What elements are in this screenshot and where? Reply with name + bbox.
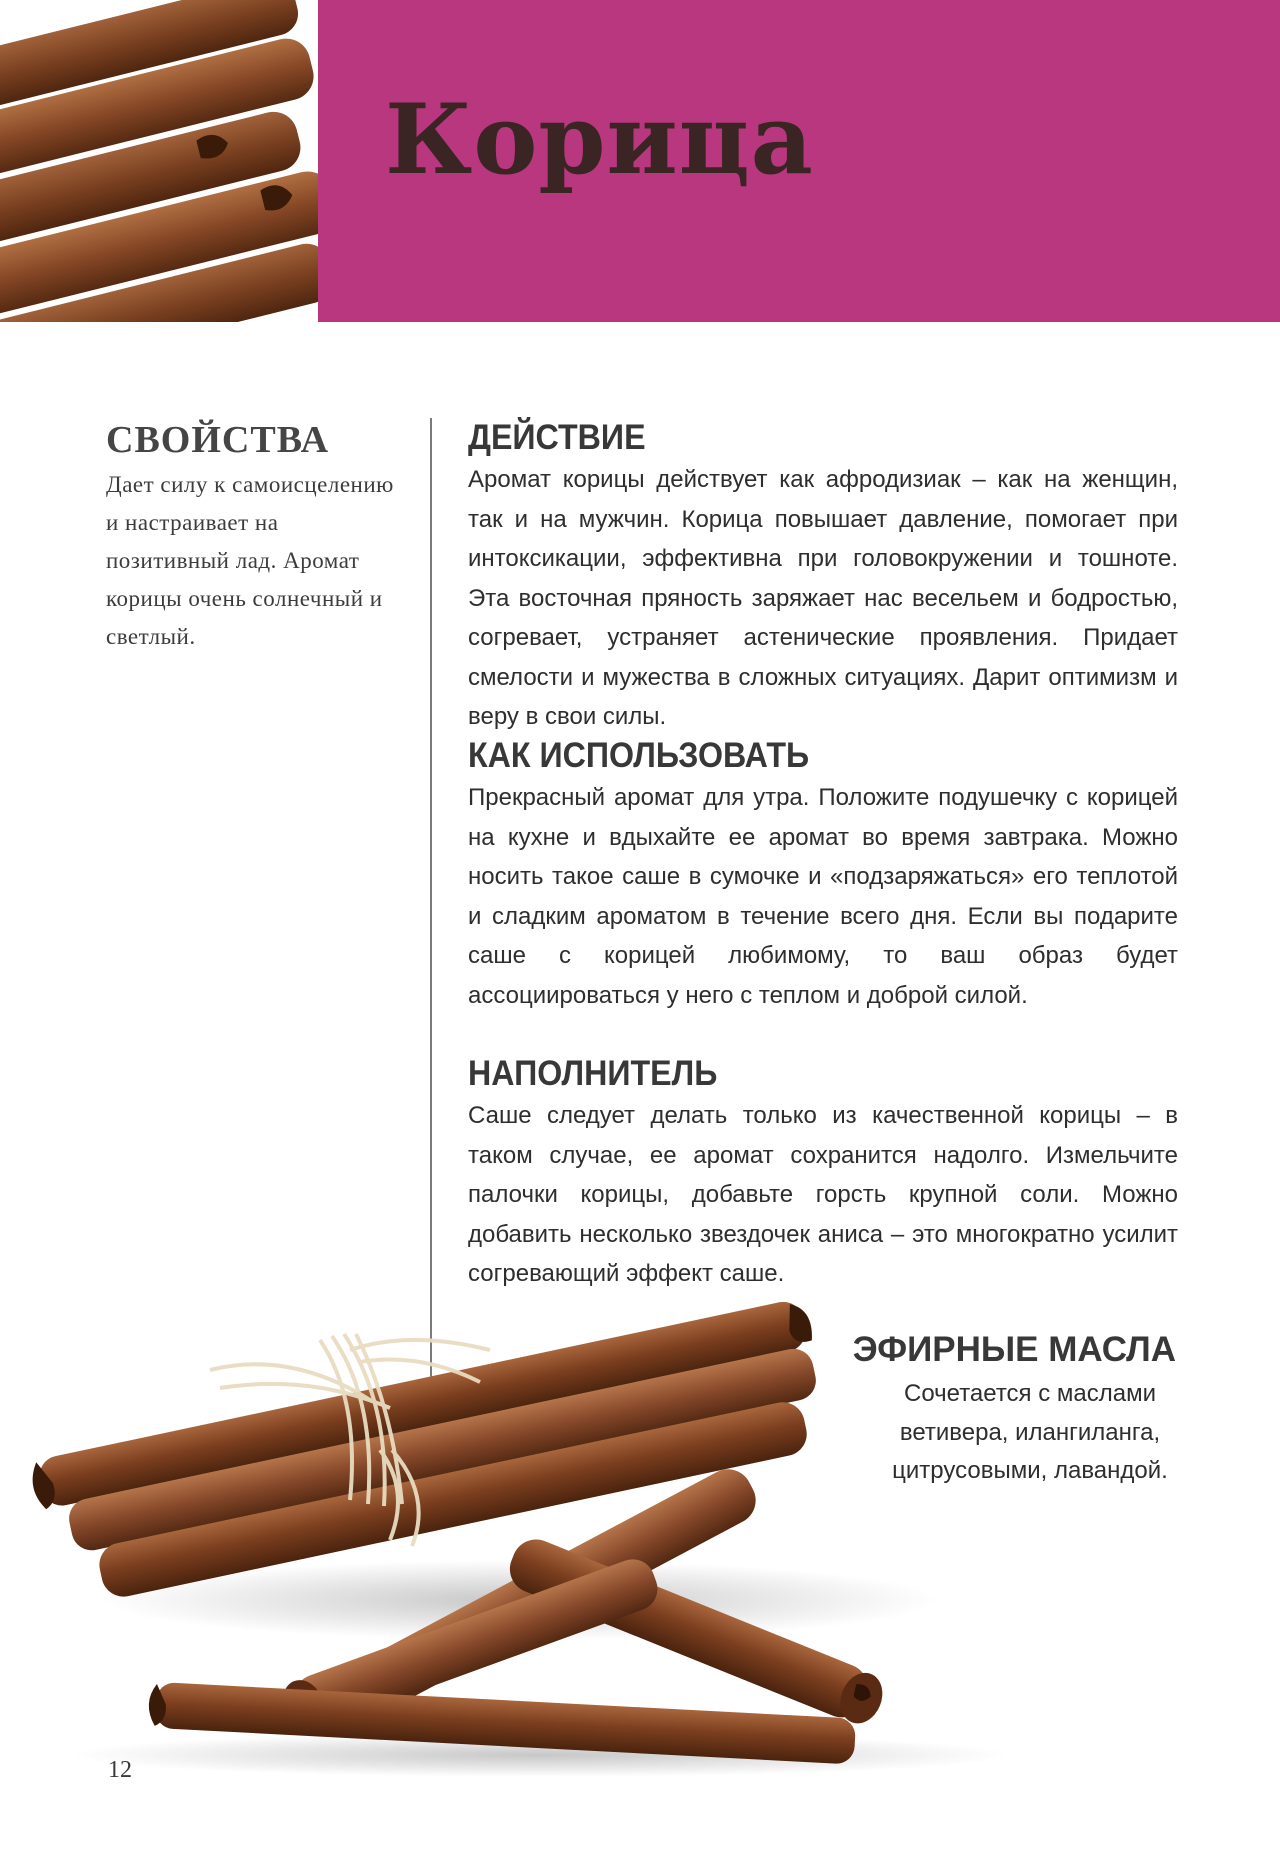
usage-heading: КАК ИСПОЛЬЗОВАТЬ <box>468 736 810 775</box>
filler-heading: НАПОЛНИТЕЛЬ <box>468 1054 718 1093</box>
page-title: Корица <box>385 83 814 196</box>
properties-text: Дает силу к самоисцелению и настраивает на позитивный лад. Аромат корицы очень солнечный и светлый. <box>106 472 394 649</box>
page-number: 12 <box>108 1757 132 1783</box>
oils-text: Сочетается с маслами ветивера, илангиланга, цитрусовыми, лавандой. <box>892 1380 1168 1484</box>
properties-heading: СВОЙСТВА <box>106 419 330 461</box>
cinnamon-bundle-photo <box>20 1300 1030 1780</box>
usage-text: Прекрасный аромат для утра. Положите подушечку с корицей на кухне и вдыхайте ее аромат во время завтрака. Можно носить такое саше в сумочке и «подзаряжаться» его теплотой и сладким ароматом в течение всего дня. Если вы подарите саше с корицей любимому, то ваш образ будет ассоциироваться у него с теплом и доброй силой. <box>468 784 1178 1009</box>
cinnamon-photo-top <box>0 0 320 322</box>
action-heading: ДЕЙСТВИЕ <box>468 418 646 457</box>
action-text: Аромат корицы действует как афродизиак – как на женщин, так и на мужчин. Корица повышает давление, помогает при интоксикации, эффективна при головокружении и тошноте. Эта восточная пряность заряжает нас весельем и бодростью, согревает, устраняет астенические проявления. Придает смелости и мужества в сложных ситуациях. Дарит оптимизм и веру в свои силы. <box>468 466 1178 730</box>
column-divider <box>430 418 432 1428</box>
oils-heading: ЭФИРНЫЕ МАСЛА <box>852 1330 1176 1369</box>
filler-text: Саше следует делать только из качественной корицы – в таком случае, ее аромат сохранится надолго. Измельчите палочки корицы, добавьте горсть крупной соли. Можно добавить несколько звездочек аниса – это многократно усилит согревающий эффект саше. <box>468 1102 1178 1287</box>
